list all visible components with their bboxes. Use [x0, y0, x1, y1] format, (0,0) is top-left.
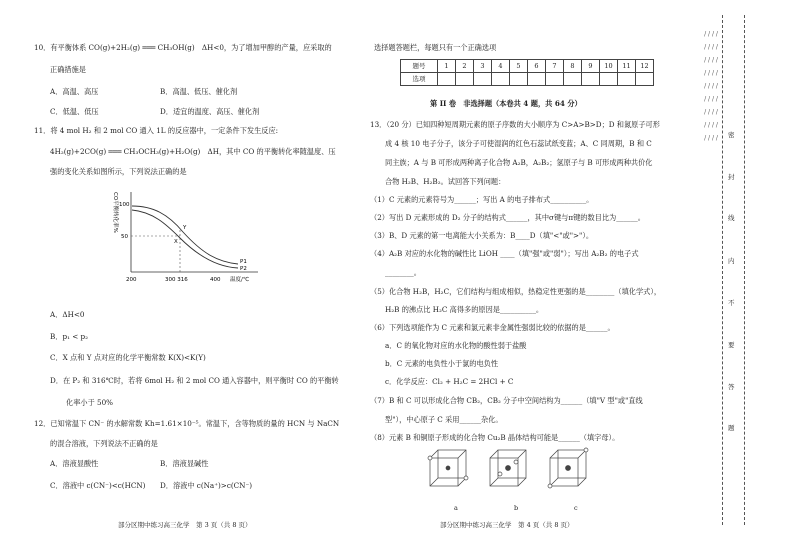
answer-cell[interactable] [600, 73, 618, 86]
crystal-label-c: c [574, 504, 578, 512]
q13-sub2: （2）写出 D 元素形成的 D₂ 分子的结构式______，其中σ键与π键的数目比为______。 [370, 213, 645, 222]
binding-strip [700, 0, 794, 541]
strip-label-6: 答 [728, 383, 735, 391]
q13-sub6-option-a: a．C 的氧化物对应的水化物的酸性弱于盐酸 [385, 341, 527, 350]
strip-label-7: 题 [728, 424, 735, 432]
series-label-p2: P2 [240, 266, 247, 272]
table-number-cell: 12 [636, 60, 654, 73]
answer-table-option-row [401, 73, 654, 86]
point-x-label: X [174, 239, 178, 245]
answer-cell[interactable] [546, 73, 564, 86]
curve-p2 [132, 210, 238, 268]
x-axis-label: 温度/℃ [230, 277, 250, 283]
q13-sub3: （3）B、D 元素的第一电离能大小关系为：B____D（填"<"或">"）。 [370, 231, 594, 240]
table-number-cell: 9 [582, 60, 600, 73]
table-number-cell: 2 [456, 60, 474, 73]
q13-sub7-line2: 型"），中心原子 C 采用______杂化。 [385, 415, 503, 424]
q11-stem-line3: 强的变化关系如图所示，下列说法正确的是 [50, 167, 187, 176]
q12-option-b: B．溶液显碱性 [160, 459, 209, 468]
co-conversion-chart [108, 182, 268, 292]
strip-label-0: 密 [728, 131, 735, 139]
q10-option-c: C．低温、低压 [50, 107, 99, 116]
binding-line-1 [722, 15, 723, 525]
q11-stem-line2: 4H₂(g)+2CO(g) ═══ CH₃OCH₃(g)+H₂O(g) ΔH，其中 CO 的平衡转化率随温度、压 [50, 147, 336, 156]
table-head-option: 选项 [401, 73, 438, 86]
q12-option-a: A．溶液显酸性 [50, 459, 99, 468]
answer-cell[interactable] [528, 73, 546, 86]
answer-cell[interactable] [438, 73, 456, 86]
q13-sub6-option-b: b．C 元素的电负性小于氯的电负性 [385, 359, 499, 368]
answer-cell[interactable] [564, 73, 582, 86]
q13-sub6: （6）下列选项能作为 C 元素和氯元素非金属性强弱比较的依据的是______。 [370, 323, 615, 332]
q10-stem-line2: 正确措施是 [50, 65, 86, 74]
series-label-p1: P1 [240, 259, 247, 265]
table-number-cell: 10 [600, 60, 618, 73]
strip-label-2: 线 [728, 214, 735, 222]
right-page-footer: 部分区期中练习高三化学 第 4 页（共 8 页） [440, 521, 574, 529]
q11-option-d-line1: D．在 P₂ 和 316℃时，若将 6mol H₂ 和 2 mol CO 通入容器中，则平衡时 CO 的平衡转 [50, 376, 339, 385]
q13-stem-line1: 13．（20 分）已知四种短周期元素的原子序数的大小顺序为 C>A>B>D；D 和氮原子可形 [370, 120, 660, 129]
table-number-cell: 7 [546, 60, 564, 73]
q12-stem-line2: 的混合溶液，下列说法不正确的是 [50, 439, 158, 448]
table-number-cell: 11 [618, 60, 636, 73]
q12-option-c: C．溶液中 c(CN⁻)<c(HCN) [50, 481, 146, 490]
y-tick-50: 50 [121, 234, 128, 240]
q12-stem-line1: 12．已知常温下 CN⁻ 的水解常数 Kh=1.61×10⁻⁵。常温下，含等物质的量的 HCN 与 NaCN [34, 419, 340, 428]
strip-label-1: 封 [728, 173, 735, 181]
q11-option-c: C．X 点和 Y 点对应的化学平衡常数 K(X)<K(Y) [50, 353, 206, 362]
q10-option-d: D．适宜的温度、高压、催化剂 [160, 107, 260, 116]
crystal-c [548, 448, 588, 488]
q10-option-a: A．高温、高压 [50, 87, 99, 96]
answer-cell[interactable] [582, 73, 600, 86]
x-tick-400: 400 [210, 277, 221, 283]
crystal-label-b: b [514, 504, 519, 512]
q11-option-d-line2: 化率小于 50% [66, 398, 114, 407]
y-tick-100: 100 [119, 202, 130, 208]
q10-stem-line1: 10．有平衡体系 CO(g)+2H₂(g) ═══ CH₃OH(g) ΔH<0，为了增加甲醇的产量，应采取的 [34, 43, 332, 52]
answer-cell[interactable] [510, 73, 528, 86]
answer-table-number-row [401, 60, 654, 73]
point-y-label: Y [183, 225, 187, 231]
crystal-b [490, 450, 526, 486]
q11-option-b: B．p₁ < p₂ [50, 332, 89, 341]
q13-sub5-line2: H₂B 的沸点比 H₂C 高得多的原因是__________。 [385, 305, 544, 314]
q11-stem-line1: 11．将 4 mol H₂ 和 2 mol CO 通入 1L 的反应器中，一定条件下发生反应: [34, 126, 279, 135]
q13-sub8: （8）元素 B 和铜原子形成的化合物 Cu₂B 晶体结构可能是______（填字母）。 [370, 433, 620, 442]
crystal-label-a: a [454, 504, 458, 512]
q13-sub7-line1: （7）B 和 C 可以形成化合物 CB₂，CB₂ 分子中空间结构为______（填"V 型"或"直线 [370, 396, 643, 405]
strip-label-3: 内 [728, 257, 735, 265]
table-number-cell: 4 [492, 60, 510, 73]
q11-option-a: A．ΔH<0 [50, 310, 85, 319]
q13-sub6-option-c: c．化学反应：Cl₂ + H₂C = 2HCl + C [385, 377, 514, 386]
table-number-cell: 3 [474, 60, 492, 73]
q13-sub4-line2: ________。 [385, 268, 421, 277]
q13-sub5-line1: （5）化合物 H₂B，H₂C，它们结构与组成相似，热稳定性更强的是________（填化学式）， [370, 287, 662, 296]
answer-cell[interactable] [618, 73, 636, 86]
q13-stem-line2: 成 4 核 10 电子分子，该分子可使湿润的红色石蕊试纸变蓝；A、C 同周期，B 和 C [385, 139, 652, 148]
binding-line-2 [744, 15, 745, 525]
x-tick-300-316: 300 316 [165, 277, 188, 283]
q13-stem-line4: 合物 H₂B、H₂B₂。试回答下列问题： [385, 177, 506, 186]
table-number-cell: 8 [564, 60, 582, 73]
y-axis-label: CO平衡转化率% [112, 192, 118, 233]
table-head-number: 题号 [401, 60, 438, 73]
q13-sub1: （1）C 元素的元素符号为______；写出 A 的电子排布式__________。 [370, 195, 594, 204]
table-number-cell: 6 [528, 60, 546, 73]
q13-sub4-line1: （4）A₂B 对应的水化物的碱性比 LiOH ____（填"强"或"弱"）；写出 A₂B₂ 的电子式 [370, 249, 639, 258]
strip-label-5: 要 [728, 341, 735, 349]
q10-option-b: B．高温、低压、催化剂 [160, 87, 238, 96]
table-number-cell: 1 [438, 60, 456, 73]
left-page-footer: 部分区期中练习高三化学 第 3 页（共 8 页） [118, 521, 252, 529]
answer-cell[interactable] [492, 73, 510, 86]
answer-bar-intro: 选择题答题栏，每题只有一个正确选项 [374, 43, 497, 52]
crystal-structures [420, 444, 610, 504]
answer-cell[interactable] [456, 73, 474, 86]
q13-stem-line3: 同主族；A 与 B 可形成两种离子化合物 A₂B，A₂B₂；氢原子与 B 可形成两种共价化 [385, 158, 653, 167]
curve-p1 [132, 206, 238, 264]
answer-cell[interactable] [474, 73, 492, 86]
table-number-cell: 5 [510, 60, 528, 73]
answer-table [400, 59, 654, 86]
strip-slashes: / / / / / / / / / / / / / / / / / / / / / / / / / / / / / / / / / / / / [704, 31, 718, 142]
section-title: 第 II 卷 非选择题（本卷共 4 题，共 64 分） [430, 99, 582, 108]
answer-cell[interactable] [636, 73, 654, 86]
q12-option-d: D．溶液中 c(Na⁺)>c(CN⁻) [160, 481, 253, 490]
x-tick-200: 200 [126, 277, 137, 283]
crystal-a [428, 450, 468, 486]
strip-label-4: 不 [728, 299, 735, 307]
